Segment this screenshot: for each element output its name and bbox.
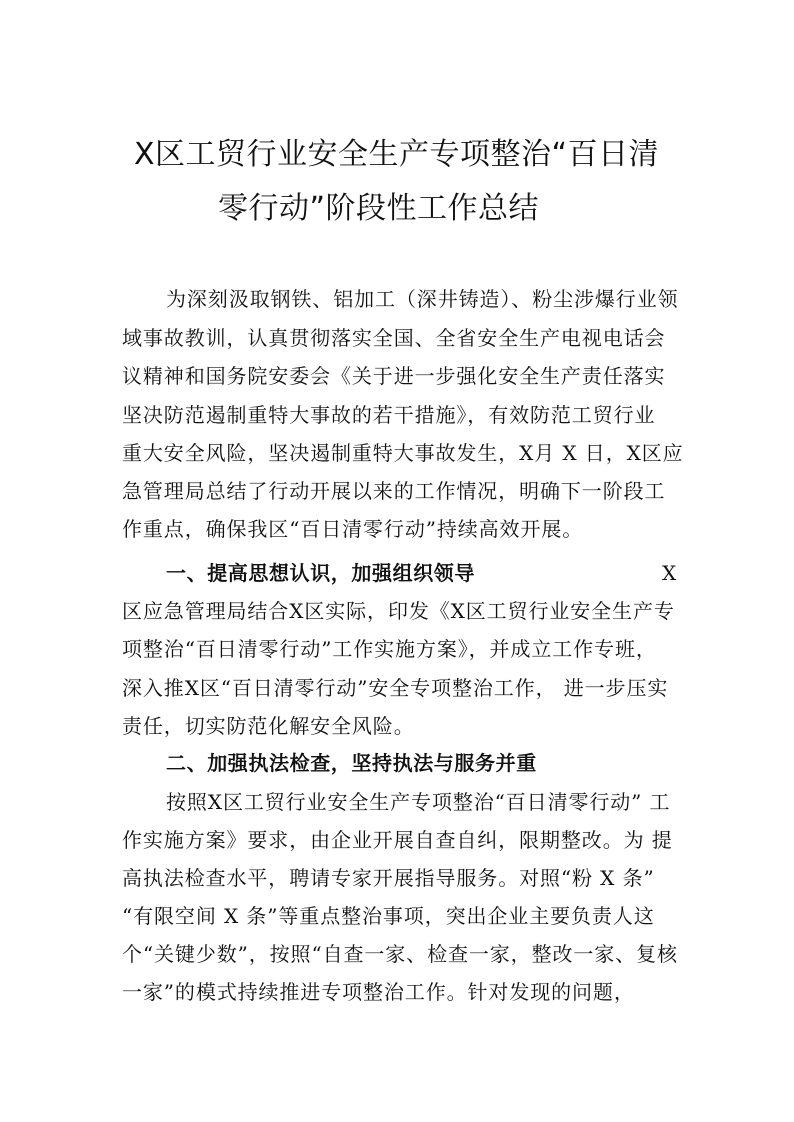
section-2-heading: 二、加强执法检查，坚持执法与服务并重 <box>166 751 537 775</box>
section-2-line: 个“关键少数”，按照“自查一家、检查一家，整改一家、复核 <box>122 942 678 966</box>
section-2-line: 按照X区工贸行业安全生产专项整治“百日清零行动” 工 <box>166 790 671 814</box>
document-title-line-2: 零行动”阶段性工作总结 <box>218 191 540 226</box>
intro-line: 急管理局总结了行动开展以来的工作情况，明确下一阶段工 <box>122 479 666 503</box>
intro-line: 议精神和国务院安委会《关于进一步强化安全生产责任落实 <box>122 364 666 388</box>
document-title-line-1: X区工贸行业安全生产专项整治“百日清 <box>134 137 660 172</box>
intro-line: 为深刻汲取钢铁、铝加工（深井铸造）、粉尘涉爆行业领 <box>166 287 679 311</box>
intro-line: 域事故教训，认真贯彻落实全国、全省安全生产电视电话会 <box>122 326 666 350</box>
section-2-line: “有限空间 X 条”等重点整治事项，突出企业主要负责人这 <box>122 904 655 928</box>
intro-line: 坚决防范遏制重特大事故的若干措施》，有效防范工贸行业 <box>122 403 656 427</box>
section-1-line: 责任，切实防范化解安全风险。 <box>122 714 415 738</box>
section-2-line: 作实施方案》要求，由企业开展自查自纠，限期整改。为 提 <box>122 828 673 852</box>
intro-line: 重大安全风险，坚决遏制重特大事故发生，X月 X 日，X区应 <box>122 441 684 465</box>
section-2-line: 高执法检查水平，聘请专家开展指导服务。对照“粉 X 条” <box>122 866 655 890</box>
intro-line: 作重点，确保我区“百日清零行动”持续高效开展。 <box>122 517 584 541</box>
section-1-heading: 一、提高思想认识，加强组织领导 <box>166 561 475 585</box>
section-1-line: 区应急管理局结合X区实际，印发《X区工贸行业安全生产专 <box>122 599 675 623</box>
section-1-line: 项整治“百日清零行动”工作实施方案》，并成立工作专班， <box>122 637 657 661</box>
section-2-line: 一家”的模式持续推进专项整治工作。针对发现的问题， <box>122 980 635 1004</box>
section-1-trailing-text: X <box>662 561 677 585</box>
section-1-line: 深入推X区“百日清零行动”安全专项整治工作， 进一步压实 <box>122 676 669 700</box>
